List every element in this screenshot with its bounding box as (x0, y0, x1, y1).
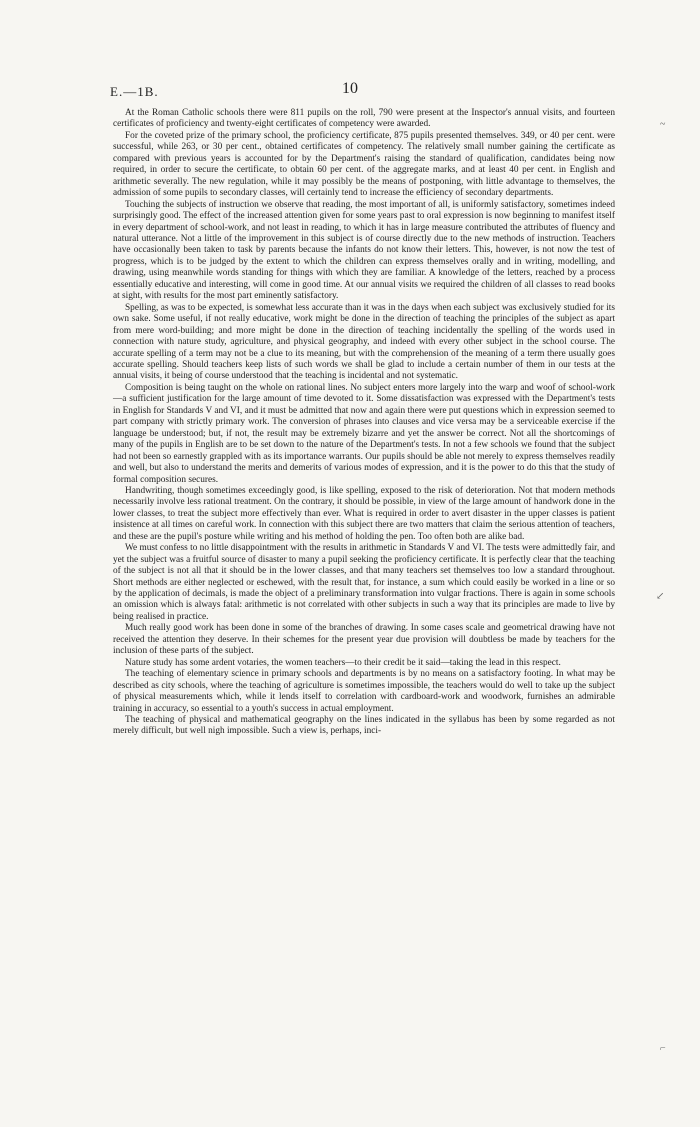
report-body (113, 108, 615, 738)
paragraph-arithmetic: We must confess to no little disappointment with the results in arithmetic in Standards V and VI. The tests were admittedly fair, and yet the subject was a fruitful source of disaster to many a pupil seeking the proficiency certificate. It is perfectly clear that the teaching of the subject is not all that it should be in the lower classes, and that many teachers set themselves too low a standard throughout. Short methods are either neglected or eschewed, with the result that, for instance, a sum which could easily be worked in a line or so by the application of decimals, is made the object of a preliminary transformation into vulgar fractions. There is again in some schools an omission which is always fatal: arithmetic is not correlated with other subjects in such a way that its principles are made to live by being realised in practice. (113, 543, 615, 622)
paragraph-drawing: Much really good work has been done in some of the branches of drawing. In some cases scale and geometrical drawing have not received the attention they deserve. In their schemes for the present year due provision will doubtless be made by teachers for the inclusion of these parts of the subject. (113, 623, 615, 657)
paragraph-elementary-science: The teaching of elementary science in primary schools and departments is by no means on a satisfactory footing. In what may be described as city schools, where the teaching of agriculture is sometimes impossible, the teachers would do well to take up the subject of physical measurements which, while it lends itself to correlation with cardboard-work and woodwork, furnishes an admirable training in accuracy, so essential to a youth's success in actual employment. (113, 669, 615, 714)
page-number: 10 (342, 80, 358, 97)
document-reference: E.—1B. (110, 84, 159, 99)
paragraph-composition: Composition is being taught on the whole on rational lines. No subject enters more largely into the warp and woof of school-work—a sufficient justification for the large amount of time devoted to it. Some dissatisfaction was expressed with the Department's tests in English for Standards V and VI, and it must be admitted that now and again there were put questions which in expression seemed to part company with strictly primary work. The conversion of phrases into clauses and vice versa may be a serviceable exercise if the language be understood; but, if not, the result may be extremely bizarre and yet the answer be correct. Not all the shortcomings of many of the pupils in English are to be set down to the nature of the Department's tests. In not a few schools we found that the subject had not been so earnestly grappled with as its importance warrants. Our pupils should be able not merely to express themselves readily and well, but also to understand the merits and demerits of various modes of expression, and it is the power to do this that the study of formal composition secures. (113, 382, 615, 485)
paragraph-reading: Touching the subjects of instruction we observe that reading, the most important of all, is uniformly satisfactory, sometimes indeed surprisingly good. The effect of the increased attention given for some years past to oral expression is now beginning to manifest itself in every department of school-work, and not least in reading, to which it has in large measure contributed the attributes of fluency and natural utterance. Not a little of the improvement in this subject is of course directly due to the new methods of instruction. Teachers have occasionally been taken to task by parents because the infants do not know their letters. This, however, is not now the test of progress, which is to be judged by the extent to which the children can express themselves orally and in writing, modelling, and drawing, using meanwhile words standing for things with which they are familiar. A knowledge of the letters, reached by a process essentially educative and interesting, will come in good time. At our annual visits we required the children of all classes to read books at sight, with results for the most part eminently satisfactory. (113, 199, 615, 302)
paragraph-nature-study: Nature study has some ardent votaries, the women teachers—to their credit be it said—taking the lead in this respect. (125, 657, 561, 668)
paragraph-proficiency-certificate: For the coveted prize of the primary school, the proficiency certificate, 875 pupils presented themselves. 349, or 40 per cent. were successful, while 263, or 30 per cent., obtained certificates of competency. The relatively small number gaining the certificate as compared with previous years is accounted for by the Department's raising the standard of qualification, candidates being now required, in order to secure the certificate, to obtain 60 per cent. of the aggregate marks, and at least 40 per cent. in English and arithmetic severally. The new regulation, while it may possibly be the means of postponing, with little advantage to themselves, the admission of some pupils to secondary classes, will certainly tend to increase the efficiency of secondary departments. (113, 130, 615, 199)
paragraph-geography: The teaching of physical and mathematical geography on the lines indicated in the syllabus has been by some regarded as not merely difficult, but well nigh impossible. Such a view is, perhaps, inci- (113, 715, 615, 737)
page-header (110, 80, 610, 100)
paragraph-spelling: Spelling, as was to be expected, is somewhat less accurate than it was in the days when each subject was exclusively studied for its own sake. Some useful, if not really educative, work might be done in the direction of teaching the principles of the subject as apart from mere word-building; and more might be done in the direction of teaching incidentally the spelling of the words used in connection with nature study, agriculture, and physical geography, and indeed with every other subject in the school course. The accurate spelling of a term may not be a clue to its meaning, but with the comprehension of the meaning of a term there usually goes accurate spelling. Should teachers keep lists of such words we shall be glad to include a certain number of them in our tests at the annual visits, it being of course understood that the teaching is incidental and not systematic. (113, 302, 615, 382)
paragraph-roman-catholic-schools: At the Roman Catholic schools there were 811 pupils on the roll, 790 were present at the Inspector's annual visits, and fourteen certificates of proficiency and twenty-eight certificates of competency were awarded. (113, 108, 615, 130)
paragraph-handwriting: Handwriting, though sometimes exceedingly good, is like spelling, exposed to the risk of deterioration. Not that modern methods necessarily involve less rational treatment. On the contrary, it should be possible, in view of the large amount of handwork done in the lower classes, to treat the subject more effectively than ever. What is required in order to avert disaster in the upper classes is patient insistence at all times on careful work. In connection with this subject there are two matters that claim the serious attention of teachers, and these are the pupil's posture while writing and his method of holding the pen. Too often both are alike bad. (113, 485, 615, 542)
margin-mark: ⌐ (660, 1043, 666, 1054)
margin-mark: ↙ (656, 591, 665, 602)
margin-mark: ~ (660, 119, 666, 130)
